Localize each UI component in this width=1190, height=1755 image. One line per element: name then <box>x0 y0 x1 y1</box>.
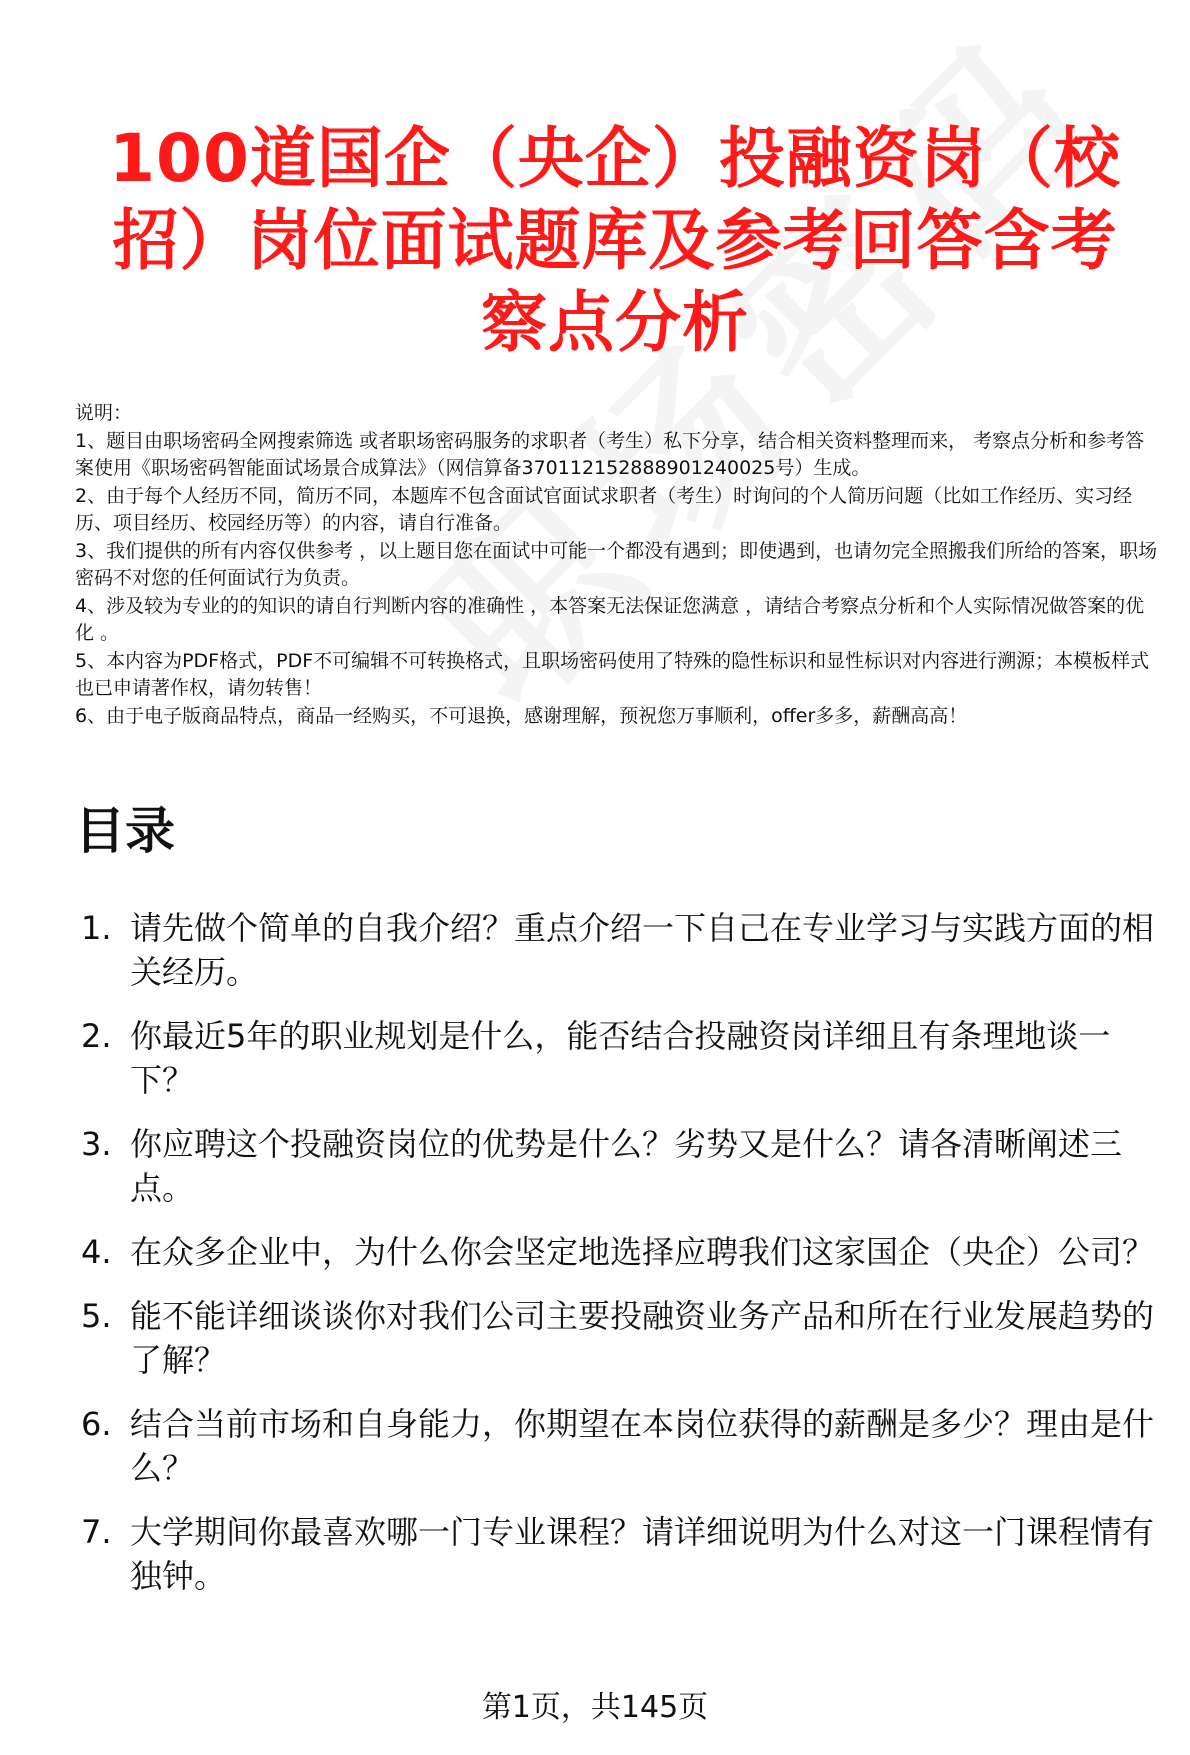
toc-item-number: 7. <box>81 1513 112 1551</box>
note-item-2: 2、由于每个人经历不同，简历不同，本题库不包含面试官面试求职者（考生）时询问的个人简历问题（比如工作经历、实习经历、项目经历、校园经历等）的内容，请自行准备。 <box>75 484 1133 534</box>
document-title: 100道国企（央企）投融资岗（校招）岗位面试题库及参考回答含考察点分析 <box>109 120 1121 361</box>
toc-item-text: 能不能详细谈谈你对我们公司主要投融资业务产品和所在行业发展趋势的了解？ <box>130 1297 1155 1379</box>
toc-item-text: 请先做个简单的自我介绍？重点介绍一下自己在专业学习与实践方面的相关经历。 <box>130 909 1155 991</box>
note-item-5: 5、本内容为PDF格式，PDF不可编辑不可转换格式，且职场密码使用了特殊的隐性标识和显性标识对内容进行溯源；本模板样式也已申请著作权，请勿转售！ <box>75 649 1150 699</box>
toc-item[interactable] <box>75 1014 1165 1102</box>
toc-item[interactable] <box>75 1510 1165 1598</box>
toc-list <box>75 906 1165 1618</box>
toc-item-text: 大学期间你最喜欢哪一门专业课程？请详细说明为什么对这一门课程情有独钟。 <box>130 1513 1155 1595</box>
toc-item[interactable] <box>75 1122 1165 1210</box>
toc-item-number: 4. <box>81 1233 112 1271</box>
toc-item[interactable] <box>75 1230 1165 1274</box>
toc-item-number: 1. <box>81 909 112 947</box>
toc-item-number: 2. <box>81 1017 112 1055</box>
note-item-4: 4、涉及较为专业的的知识的请自行判断内容的准确性 ，本答案无法保证您满意 ，请结合考察点分析和个人实际情况做答案的优化 。 <box>75 594 1145 644</box>
toc-item-number: 3. <box>81 1125 112 1163</box>
note-item-6: 6、由于电子版商品特点，商品一经购买，不可退换，感谢理解，预祝您万事顺利，offer多多，薪酬高高！ <box>75 704 968 727</box>
toc-item-text: 你应聘这个投融资岗位的优势是什么？劣势又是什么？请各清晰阐述三点。 <box>130 1125 1123 1207</box>
toc-item[interactable] <box>75 1294 1165 1382</box>
note-item-1: 1、题目由职场密码全网搜索筛选 或者职场密码服务的求职者（考生）私下分享，结合相关资料整理而来， 考察点分析和参考答案使用《职场密码智能面试场景合成算法》（网信算备370112152888901240025号）生成。 <box>75 429 1145 479</box>
note-item-3: 3、我们提供的所有内容仅供参考 ，以上题目您在面试中可能一个都没有遇到；即使遇到，也请勿完全照搬我们所给的答案，职场密码不对您的任何面试行为负责。 <box>75 539 1158 589</box>
toc-item-text: 在众多企业中，为什么你会坚定地选择应聘我们这家国企（央企）公司？ <box>130 1233 1155 1271</box>
notes-section <box>75 400 1163 730</box>
toc-item-text: 结合当前市场和自身能力，你期望在本岗位获得的薪酬是多少？理由是什么？ <box>130 1405 1155 1487</box>
toc-item[interactable] <box>75 906 1165 994</box>
toc-item-number: 5. <box>81 1297 112 1335</box>
toc-item[interactable] <box>75 1402 1165 1490</box>
toc-item-text: 你最近5年的职业规划是什么，能否结合投融资岗详细且有条理地谈一下？ <box>130 1017 1111 1099</box>
notes-label: 说明： <box>75 402 133 424</box>
toc-heading: 目录 <box>75 802 175 860</box>
toc-item-number: 6. <box>81 1405 112 1443</box>
page-footer: 第1页，共145页 <box>481 1690 709 1725</box>
